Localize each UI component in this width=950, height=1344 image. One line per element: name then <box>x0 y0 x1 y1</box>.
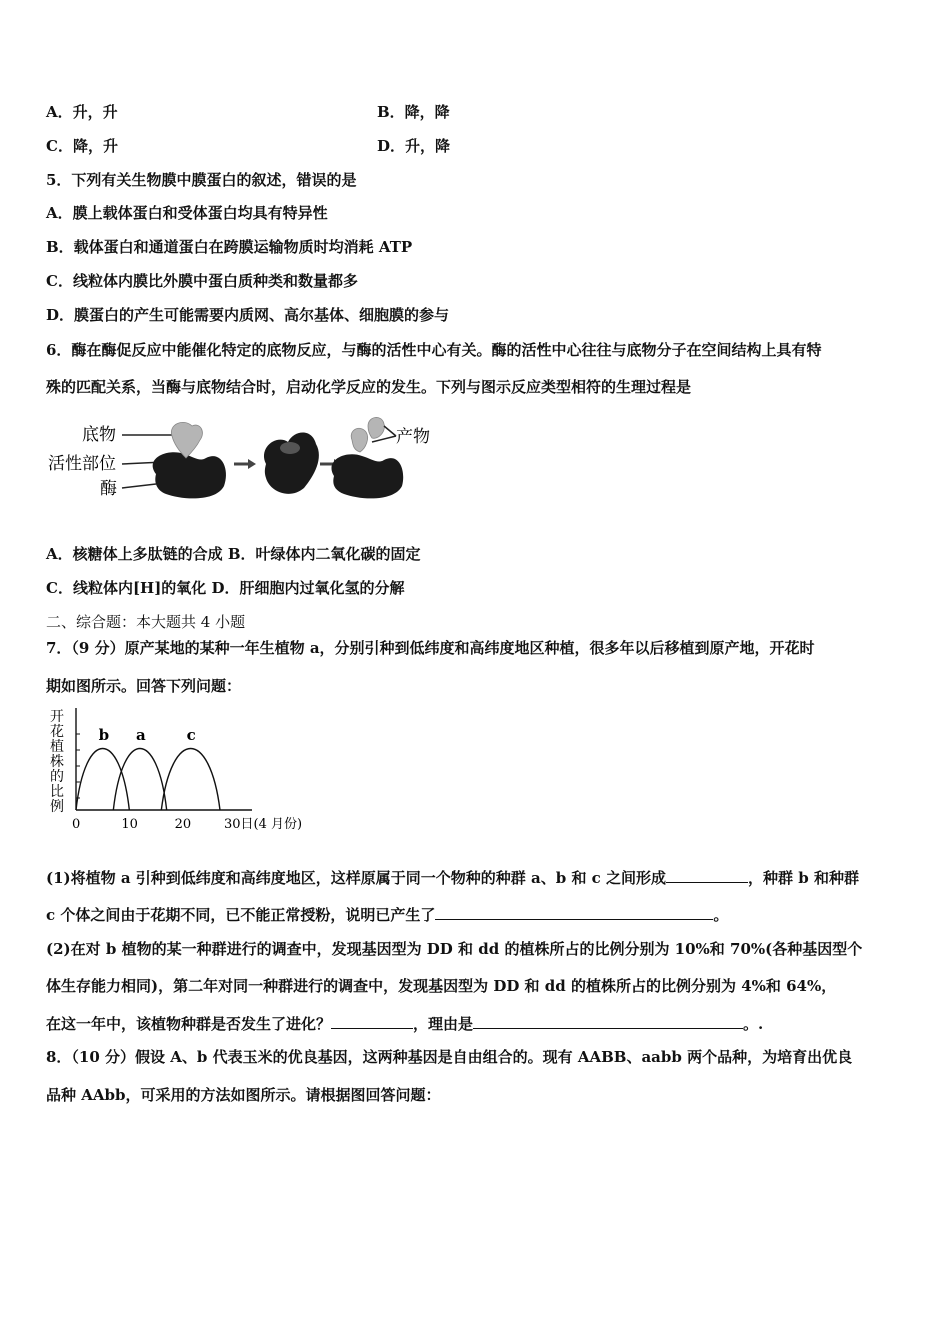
q7-p2-line3-text-b: ，理由是 <box>413 1015 474 1033</box>
x-tick-label: 20 <box>174 817 192 832</box>
q7-p2-line2: 体生存能力相同)，第二年对同一种群进行的调查中，发现基因型为 DD 和 dd 的植株所占的比例分别为 4%和 64%， <box>46 977 837 995</box>
q4-option-c: C．降，升 <box>46 137 118 155</box>
y-label-char: 例 <box>50 799 64 815</box>
series-curve-a <box>113 749 166 811</box>
label-active-site: 活性部位 <box>48 454 116 474</box>
y-label-char: 的 <box>50 769 64 785</box>
enzyme-figure <box>44 414 444 504</box>
q7-p1-line2-text-a: c 个体之间由于花期不同，已不能正常授粉，说明已产生了 <box>46 906 436 924</box>
y-label-char: 开 <box>50 709 64 725</box>
q6-options-line1: A．核糖体上多肽链的合成 B．叶绿体内二氧化碳的固定 <box>46 545 421 563</box>
series-label-b: b <box>98 726 110 744</box>
q8-stem-line1: 8．（10 分）假设 A、b 代表玉米的优良基因，这两种基因是自由组合的。现有 AABB、aabb 两个品种，为培育出优良 <box>46 1048 853 1066</box>
y-label-char: 株 <box>50 754 64 770</box>
blank-4[interactable] <box>473 1013 743 1029</box>
q7-p2-line3-text-a: 在这一年中，该植物种群是否发生了进化？ <box>46 1015 332 1033</box>
series-label-a: a <box>136 726 146 744</box>
flowering-chart <box>46 704 303 840</box>
x-tick-label: 0 <box>72 817 81 832</box>
blank-3[interactable] <box>331 1013 413 1029</box>
section2-heading: 二、综合题：本大题共 4 小题 <box>46 613 246 631</box>
q7-p2-line3-text-c: 。. <box>743 1015 764 1033</box>
series-label-c: c <box>186 726 196 744</box>
series-curve-c <box>161 749 220 811</box>
q6-stem-line1: 6．酶在酶促反应中能催化特定的底物反应，与酶的活性中心有关。酶的活性中心往往与底物分子在空间结构上具有特 <box>46 341 822 359</box>
q5-option-a: A．膜上载体蛋白和受体蛋白均具有特异性 <box>46 204 328 222</box>
q6-options-line2: C．线粒体内[H]的氧化 D．肝细胞内过氧化氢的分解 <box>46 579 405 597</box>
q8-stem-line2: 品种 AAbb，可采用的方法如图所示。请根据图回答问题： <box>46 1086 441 1104</box>
label-substrate: 底物 <box>82 425 116 445</box>
q5-stem: 5．下列有关生物膜中膜蛋白的叙述，错误的是 <box>46 171 357 189</box>
q7-p1-line1-text-a: (1)将植物 a 引种到低纬度和高纬度地区，这样原属于同一个物种的种群 a、b 和 c 之间形成 <box>46 869 667 887</box>
q5-option-c: C．线粒体内膜比外膜中蛋白质种类和数量都多 <box>46 272 358 290</box>
q7-p1-line1 <box>46 867 859 888</box>
q7-stem-line2: 期如图所示。回答下列问题： <box>46 677 242 695</box>
q4-option-b: B．降，降 <box>377 103 450 121</box>
x-tick-label: 10 <box>121 817 138 832</box>
q4-option-d: D．升，降 <box>377 137 451 155</box>
q7-p2-line3 <box>46 1013 763 1034</box>
label-enzyme: 酶 <box>100 479 117 499</box>
q7-stem-line1: 7．（9 分）原产某地的某种一年生植物 a，分别引种到低纬度和高纬度地区种植，很多年以后移植到原产地，开花时 <box>46 639 815 657</box>
q6-stem-line2: 殊的匹配关系，当酶与底物结合时，启动化学反应的发生。下列与图示反应类型相符的生理过程是 <box>46 378 692 396</box>
series-curve-b <box>76 749 129 811</box>
y-label-char: 花 <box>50 724 64 740</box>
q5-option-d: D．膜蛋白的产生可能需要内质网、高尔基体、细胞膜的参与 <box>46 306 450 324</box>
q7-p2-line1: (2)在对 b 植物的某一种群进行的调查中，发现基因型为 DD 和 dd 的植株所占的比例分别为 10%和 70%(各种基因型个 <box>46 940 863 958</box>
blank-1[interactable] <box>666 867 748 883</box>
y-label-char: 比 <box>50 784 64 800</box>
label-product: 产物 <box>396 427 430 447</box>
q4-option-a: A．升，升 <box>46 103 118 121</box>
q7-p1-line2 <box>46 904 728 925</box>
q7-p1-line2-text-b: 。 <box>713 906 729 924</box>
q5-option-b: B．载体蛋白和通道蛋白在跨膜运输物质时均消耗 ATP <box>46 238 413 256</box>
blank-2[interactable] <box>435 904 713 920</box>
y-label-char: 植 <box>50 739 64 755</box>
x-tick-label: 30日(4 月份) <box>224 817 303 832</box>
q7-p1-line1-text-b: ，种群 b 和种群 <box>748 869 859 887</box>
